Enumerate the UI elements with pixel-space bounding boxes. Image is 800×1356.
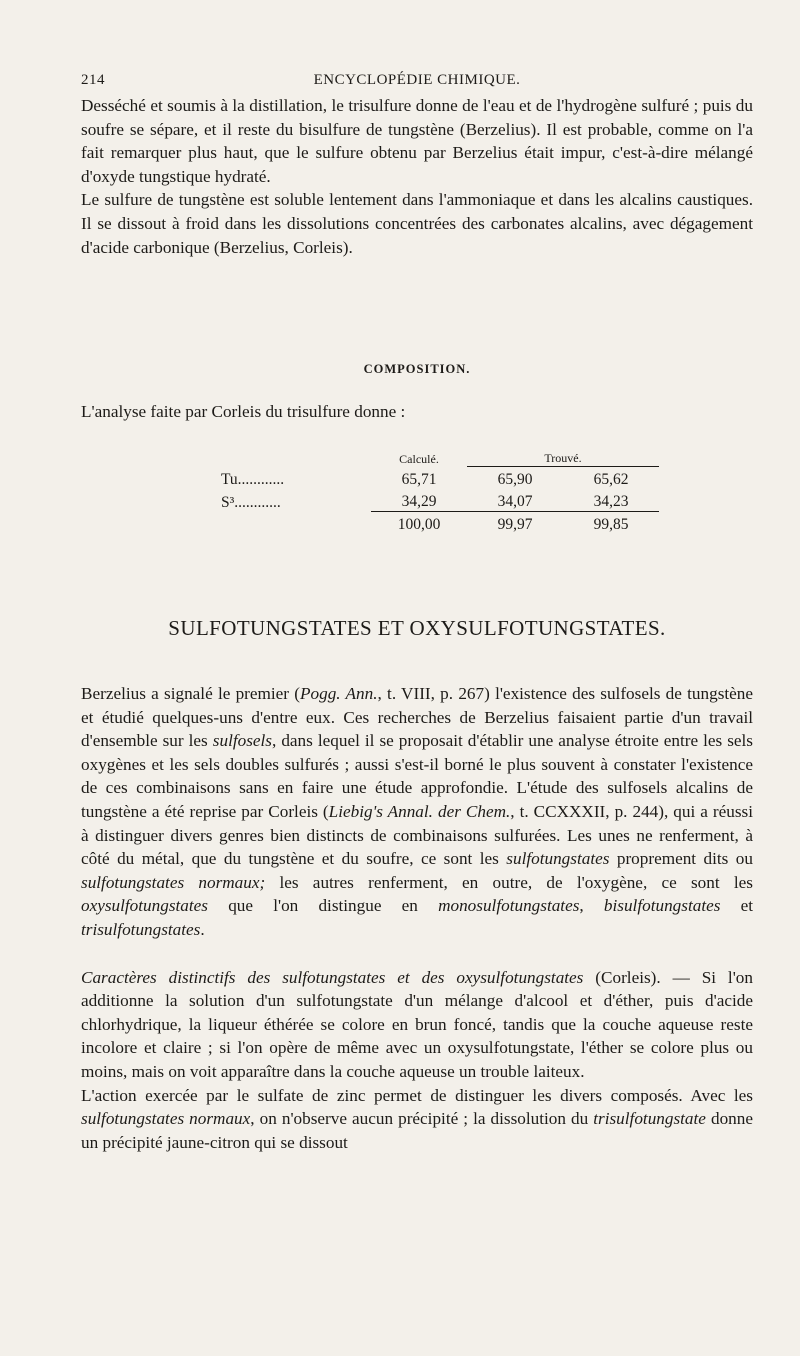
table-header-row: [221, 448, 659, 467]
row-label: S³............: [221, 493, 281, 511]
found-value: 34,07: [467, 489, 563, 512]
column-header-found: Trouvé.: [544, 451, 582, 465]
intro-paragraphs: [81, 94, 753, 259]
table-total-row: [221, 512, 659, 535]
calc-total: 100,00: [397, 516, 441, 533]
table-row: [221, 489, 659, 512]
section-title: SULFOTUNGSTATES ET OXYSULFOTUNGSTATES.: [168, 616, 666, 640]
calc-value: 65,71: [401, 471, 437, 488]
paragraph: Le sulfure de tungstène est soluble lentement dans l'ammoniaque et dans les alcalins caustiques. Il se dissout à froid dans les dissolutions concentrées des carbonates alcalins, avec dégagement d'acide carbonique (Berzelius, Corleis).: [81, 190, 753, 257]
paragraph: Berzelius a signalé le premier (Pogg. Ann., t. VIII, p. 267) l'existence des sulfosels de tungstène et étudié quelques-uns d'entre eux. Ces recherches de Berzelius faisaient partie d'un travail d'ensemble sur les sulfosels, dans lequel il se proposait d'établir une analyse étroite entre les sels oxygènes et les sels doubles sulfurés ; aussi s'est-il borné le plus souvent à constater l'existence de ces combinaisons sans en faire une étude approfondie. L'étude des sulfosels alcalins de tungstène a été reprise par Corleis (Liebig's Annal. der Chem., t. CCXXXII, p. 244), qui a réussi à distinguer divers genres bien distincts de combinaisons sulfurées. Les unes ne renferment, à côté du métal, que du tungstène et du soufre, ce sont les sulfotungstates proprement dits ou sulfotungstates normaux; les autres renferment, en outre, de l'oxygène, ce sont les oxysulfotungstates que l'on distingue en monosulfotungstates, bisulfotungstates et trisulfotungstates.: [81, 684, 754, 939]
composition-heading: COMPOSITION.: [363, 362, 471, 376]
paragraph: L'analyse faite par Corleis du trisulfure donne :: [81, 402, 406, 421]
paragraph: Caractères distinctifs des sulfotungstates et des oxysulfotungstates (Corleis). — Si l'on additionne la solution d'un sulfotungstate d'un mélange d'alcool et d'éther, puis d'acide chlorhydrique, la liqueur éthérée se colore en brun foncé, tandis que la couche aqueuse reste incolore et claire ; si l'on opère de même avec un oxysulfotungstate, l'éther se colore plus ou moins, mais on voit apparaître dans la couche aqueuse un trouble laiteux.: [81, 967, 753, 1081]
found-value: 65,90: [467, 467, 563, 490]
composition-intro-block: [81, 400, 753, 424]
running-title: ENCYCLOPÉDIE CHIMIQUE.: [313, 72, 521, 88]
paragraph: L'action exercée par le sulfate de zinc permet de distinguer les divers composés. Avec les sulfotungstates normaux, on n'observe aucun précipité ; la dissolution du trisulfotungstate donne un précipité jaune-citron qui se dissout: [81, 1085, 753, 1152]
page-header: [81, 72, 753, 92]
section-body: [81, 682, 753, 1154]
composition-table: [221, 448, 659, 534]
page-number: 214: [81, 72, 105, 88]
found-value: 34,23: [563, 489, 659, 512]
found-total: 99,97: [497, 516, 533, 533]
calc-value: 34,29: [371, 489, 467, 512]
found-total: 99,85: [593, 516, 629, 533]
found-value: 65,62: [563, 467, 659, 490]
row-label: Tu............: [221, 471, 285, 488]
paragraph: Desséché et soumis à la distillation, le trisulfure donne de l'eau et de l'hydrogène sulfuré ; puis du soufre se sépare, et il reste du bisulfure de tungstène (Berzelius). Il est probable, comme on l'a fait remarquer plus haut, que le sulfure obtenu par Berzelius était impur, c'est-à-dire mélangé d'oxyde tungstique hydraté.: [81, 96, 753, 186]
column-header-calculated: Calculé.: [399, 451, 439, 466]
table-row: [221, 467, 659, 490]
